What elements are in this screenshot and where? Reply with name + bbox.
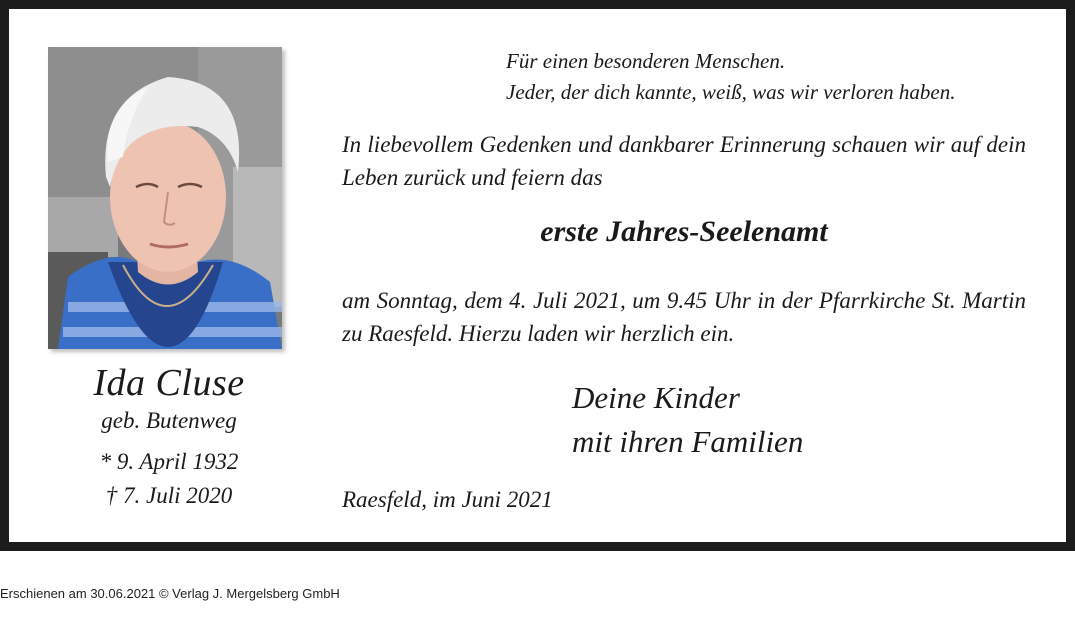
birth-date: * 9. April 1932 bbox=[99, 449, 239, 474]
intro-paragraph: In liebevollem Gedenken und dankbarer Erinnerung schauen wir auf dein Leben zurück und feiern das bbox=[342, 132, 1026, 190]
quote-line: Jeder, der dich kannte, weiß, was wir verloren haben. bbox=[506, 80, 956, 104]
signature-line: Deine Kinder bbox=[572, 380, 740, 415]
event-title: erste Jahres-Seelenamt bbox=[540, 215, 828, 248]
deceased-name: Ida Cluse bbox=[93, 362, 245, 404]
death-date: † 7. Juli 2020 bbox=[105, 483, 233, 508]
signature bbox=[572, 376, 803, 464]
publication-footer: Erschienen am 30.06.2021 © Verlag J. Mergelsberg GmbH bbox=[0, 586, 340, 601]
quote bbox=[506, 46, 955, 108]
signature-line: mit ihren Familien bbox=[572, 424, 804, 459]
portrait-photo bbox=[48, 47, 282, 349]
birth-name: geb. Butenweg bbox=[101, 408, 237, 433]
quote-line: Für einen besonderen Menschen. bbox=[506, 49, 786, 73]
place-and-date: Raesfeld, im Juni 2021 bbox=[342, 487, 553, 512]
event-details: am Sonntag, dem 4. Juli 2021, um 9.45 Uhr in der Pfarrkirche St. Martin zu Raesfeld. Hierzu laden wir herzlich ein. bbox=[342, 288, 1026, 346]
